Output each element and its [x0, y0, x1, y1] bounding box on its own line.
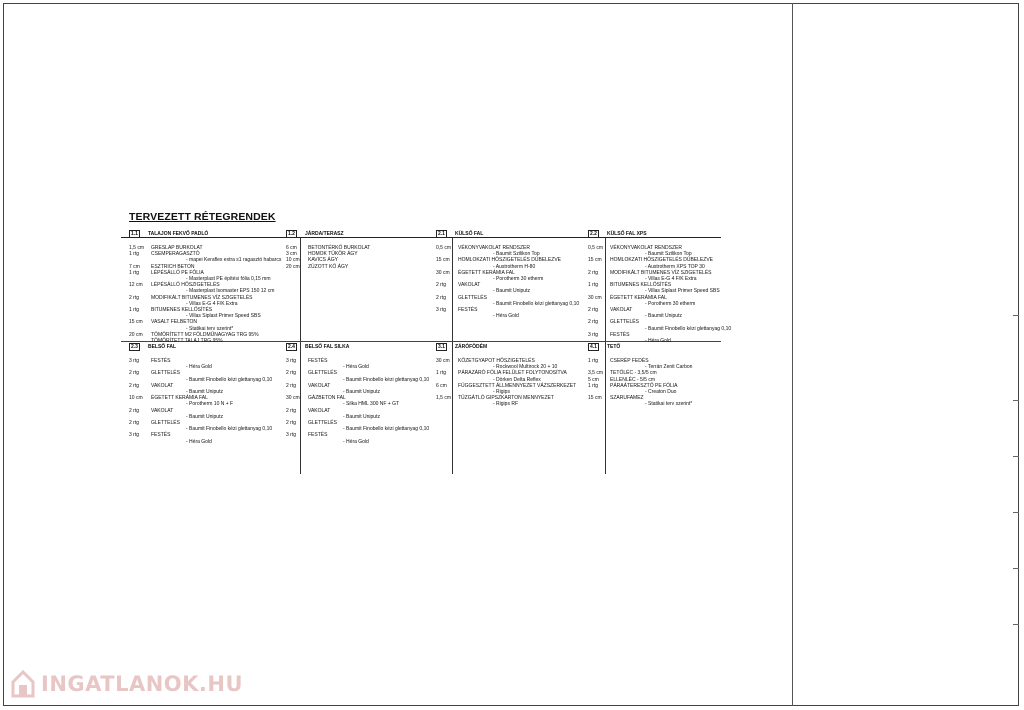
layer-thickness: 2 rtg — [436, 294, 447, 301]
layer-row — [129, 439, 279, 445]
section-zarofodem — [436, 342, 586, 408]
layer-thickness — [588, 401, 610, 407]
house-logo-icon — [11, 670, 35, 698]
layer-list — [286, 358, 436, 445]
layer-product: - Héra Gold — [343, 364, 369, 371]
layer-thickness: 1 rtg — [436, 370, 447, 377]
layer-name: VAKOLAT — [308, 382, 331, 389]
watermark-text: INGATLANOK.HU — [41, 672, 244, 696]
layer-name: FÜGGESZTETT ÁLLMENNYEZET VÁZSZERKEZET — [458, 382, 577, 389]
layer-name: MODIFIKÁLT BITUMENES VÍZ SZIGETELÉS — [151, 294, 253, 301]
layer-row — [588, 401, 738, 407]
layer-name: VAKOLAT — [610, 307, 633, 314]
layer-name: VAKOLAT — [308, 407, 331, 414]
section-code: 2.2 — [590, 231, 597, 237]
layer-name: FESTÉS — [458, 307, 478, 314]
layer-name: ZÚZOTT KŐ ÁGY — [308, 263, 349, 270]
section-teto — [588, 342, 738, 408]
layer-thickness: 1 rtg — [129, 251, 140, 258]
layer-product: - mapei Keraflex extra s1 ragasztó habarcs — [186, 257, 282, 264]
layer-name: KAVICS ÁGY — [308, 257, 338, 264]
margin-tick — [1013, 512, 1019, 513]
layer-name: PÁRAZÁRÓ FÓLIA FELÜLET FOLYTONOSÍTVA — [458, 370, 567, 377]
section-title: KÜLSŐ FAL — [454, 231, 484, 237]
layer-list — [129, 358, 279, 445]
layer-name: CSEMPERAGASZTÓ — [151, 251, 200, 258]
layer-list — [129, 245, 282, 345]
layer-thickness: 2 rtg — [588, 269, 599, 276]
layer-name: GLETTELÉS — [610, 319, 639, 326]
layer-product: - Villas Siplast Primer Speed SBS — [645, 288, 720, 295]
layer-product: - Creaton Duo — [645, 389, 677, 396]
layer-row — [436, 313, 586, 319]
layer-product: - Baumit Uniputz — [493, 288, 530, 295]
layer-product: - Austrotherm H-80 — [493, 263, 536, 270]
layer-thickness: 10 cm — [286, 257, 300, 264]
layer-name: BITUMENES KELLŐSÍTÉS — [610, 282, 672, 289]
layer-product: - Baumit Szilikon Top — [645, 251, 692, 258]
layer-name: LÉPÉSÁLLÓ PE FÓLIA — [151, 269, 204, 276]
layer-thickness: 6 cm — [436, 382, 447, 389]
layer-thickness: 30 cm — [436, 269, 450, 276]
layer-product: - Masterplast Isomaster EPS 150 12 cm — [186, 288, 275, 295]
layer-thickness: 1 rtg — [588, 382, 599, 389]
section-title: TETŐ — [606, 344, 621, 350]
layer-product: - Baumit Uniputz — [645, 313, 682, 320]
layer-list — [588, 245, 738, 344]
section-code: 3.1 — [438, 344, 445, 350]
layer-list — [436, 358, 586, 408]
section-code: 1.1 — [131, 231, 138, 237]
layer-thickness: 1 rtg — [129, 269, 140, 276]
layer-thickness: 3 rtg — [286, 358, 297, 364]
layer-thickness: 3 cm — [286, 251, 297, 258]
layer-thickness: 3 rtg — [129, 358, 140, 364]
layer-name: FESTÉS — [308, 432, 328, 439]
layer-name: GÁZBETON FAL — [308, 395, 346, 402]
section-belso-fal-silka — [286, 342, 436, 445]
layer-thickness — [129, 439, 151, 445]
layer-name: ÉGETETT KERÁMIA FAL — [458, 269, 515, 276]
layer-product: - Baumit Finobello kézi glettanyag 0,10 — [186, 426, 273, 433]
layer-name: ÉGETETT KERÁMIA FAL — [151, 395, 208, 402]
layer-name: FESTÉS — [610, 331, 630, 338]
margin-tick — [1013, 315, 1019, 316]
layer-name: VASALT FELBETON — [151, 319, 198, 326]
layer-product: - Rockwool Multirock 20 + 10 — [493, 364, 558, 371]
layer-thickness: 30 cm — [436, 358, 450, 364]
layer-product: - Héra Gold — [186, 364, 212, 371]
layer-product: - Porotherm 30 etherm — [493, 276, 544, 283]
layer-thickness — [436, 313, 458, 319]
layer-thickness: 2 rtg — [129, 407, 140, 414]
layer-name: FESTÉS — [151, 432, 171, 439]
layer-thickness: 15 cm — [588, 395, 602, 402]
layer-name: CSERÉP FEDÉS — [610, 358, 649, 364]
layer-product: - Rigips RF — [493, 401, 519, 408]
layer-name: ESZTRICH BETON — [151, 263, 195, 270]
section-title: ZÁRÓFÖDÉM — [454, 344, 488, 350]
layer-thickness: 0,5 cm — [588, 245, 604, 251]
section-belso-fal — [129, 342, 279, 445]
section-title: TALAJON FEKVŐ PADLÓ — [147, 231, 209, 237]
layer-name: GLETTELÉS — [151, 420, 180, 427]
layer-name: VAKOLAT — [151, 407, 174, 414]
layer-thickness: 1,5 cm — [129, 245, 145, 251]
layer-product: - Baumit Uniputz — [343, 389, 380, 396]
layer-product: - Terrán Zenit Carbon — [645, 364, 693, 371]
layer-name: GRESLAP BURKOLAT — [151, 245, 203, 251]
layer-name: BITUMENES KELLŐSÍTÉS — [151, 307, 213, 314]
section-kulso-fal-xps — [588, 229, 738, 344]
layer-thickness: 1 rtg — [588, 358, 599, 364]
layer-product: - Statikai terv szerint* — [645, 401, 693, 408]
layer-product: - Porotherm 30 etherm — [645, 300, 696, 307]
layer-product: - Baumit Uniputz — [343, 413, 380, 420]
section-code: 2.4 — [288, 344, 295, 350]
layer-product: - Rigips — [493, 389, 510, 396]
layer-name: MODIFIKÁLT BITUMENES VÍZ SZIGETELÉS — [610, 269, 712, 276]
layer-name: TŰZGÁTLÓ GIPSZKARTON MENNYEZET — [458, 395, 554, 402]
layer-name: GLETTELÉS — [308, 420, 337, 427]
section-title: BELSŐ FAL SILKA — [304, 344, 350, 350]
layer-product: - Villas E-G 4 F/K Extra — [645, 276, 697, 283]
layer-row — [286, 439, 436, 445]
layer-product: - Villas Siplast Primer Speed SBS — [186, 313, 261, 320]
layer-name: SZARUFAMEZ — [610, 395, 644, 402]
section-code: 4.1 — [590, 344, 597, 350]
title-block-divider — [792, 3, 793, 706]
layer-name: HOMLOKZATI HŐSZIGETELÉS DÜBELEZVE — [458, 257, 561, 264]
layer-name: TÖMÖRÍTETT TALAJ TRG 95% — [151, 338, 223, 345]
section-title: JÁRDA/TERASZ — [304, 231, 344, 237]
layer-product: - Héra Gold — [343, 438, 369, 445]
layer-thickness: 15 cm — [436, 257, 450, 264]
layer-product: - Villas E-G 4 F/K Extra — [186, 300, 238, 307]
layer-name: VÉKONYVAKOLAT RENDSZER — [610, 245, 682, 251]
layer-thickness: 0,5 cm — [436, 245, 452, 251]
layer-product: - Statikai terv szerint* — [186, 325, 234, 332]
layer-list — [436, 245, 586, 319]
margin-tick — [1013, 400, 1019, 401]
layer-name: LÉPÉSÁLLÓ HŐSZIGETELÉS — [151, 282, 220, 289]
layer-thickness: 1 rtg — [129, 307, 140, 314]
layer-product: - Baumit Finobello kézi glettanyag 0,10 — [343, 376, 430, 383]
layer-name: ELLENLÉC - 5/5 cm — [610, 376, 656, 383]
section-code: 2.1 — [438, 231, 445, 237]
layer-product: - Baumit Uniputz — [186, 389, 223, 396]
layer-thickness: 2 rtg — [588, 319, 599, 326]
layer-product: - Héra Gold — [645, 338, 671, 345]
layer-thickness — [436, 401, 458, 407]
layer-product: - Silka HML 300 NF + GT — [343, 401, 400, 408]
layer-thickness: 20 cm — [129, 331, 143, 338]
layer-product: - Baumit Szilikon Top — [493, 251, 540, 258]
layer-thickness: 2 rtg — [286, 370, 297, 377]
layer-thickness: 2 rtg — [588, 307, 599, 314]
layer-product: - Masterplast PE építési fólia 0,15 mm — [186, 276, 271, 283]
layer-thickness: 2 rtg — [436, 282, 447, 289]
layer-thickness: 2 rtg — [286, 382, 297, 389]
layer-product: - Baumit Finobello kézi glettanyag 0,10 — [343, 426, 430, 433]
layer-name: PÁRAÁTERESZTŐ PE FÓLIA — [610, 382, 678, 389]
layer-name: FESTÉS — [308, 358, 328, 364]
layer-thickness: 6 cm — [286, 245, 297, 251]
layer-thickness: 2 rtg — [129, 294, 140, 301]
section-code: 1.2 — [288, 231, 295, 237]
layer-name: TÖMÖRÍTETT M2 FÖLDMŰNAGYAG TRG 95% — [151, 331, 259, 338]
layer-name: VAKOLAT — [458, 282, 481, 289]
layer-name: FESTÉS — [151, 358, 171, 364]
layer-thickness: 3 rtg — [436, 307, 447, 314]
layer-product: - Dörken Delta Reflex — [493, 376, 541, 383]
layer-name: HOMOK TÜKÖR ÁGY — [308, 251, 358, 258]
layer-thickness — [286, 439, 308, 445]
layer-thickness: 2 rtg — [129, 370, 140, 377]
layer-row — [286, 264, 436, 270]
layer-product: - Baumit Finobello kézi glettanyag 0,10 — [645, 325, 732, 332]
section-title: BELSŐ FAL — [147, 344, 177, 350]
layer-thickness: 12 cm — [129, 282, 143, 289]
layer-thickness: 3 rtg — [129, 432, 140, 439]
layer-thickness: 1,5 cm — [436, 395, 452, 402]
layer-thickness: 2 rtg — [129, 382, 140, 389]
layer-name: GLETTELÉS — [308, 370, 337, 377]
layer-product: - Héra Gold — [493, 313, 519, 320]
section-talajon-fekvo-padlo — [129, 229, 282, 345]
layer-name: GLETTELÉS — [151, 370, 180, 377]
layer-list — [286, 245, 436, 270]
layer-product: - Porotherm 10 N + F — [186, 401, 234, 408]
layer-thickness: 5 cm — [588, 376, 599, 383]
layer-thickness: 2 rtg — [286, 407, 297, 414]
layer-thickness: 3,5 cm — [588, 370, 604, 377]
layer-name: BETONTÉRKŐ BURKOLAT — [308, 245, 371, 251]
layer-name: VAKOLAT — [151, 382, 174, 389]
watermark-logo — [11, 670, 243, 698]
page-title: TERVEZETT RÉTEGRENDEK — [129, 211, 276, 223]
layer-name: VÉKONYVAKOLAT RENDSZER — [458, 245, 530, 251]
section-jarda-terasz — [286, 229, 436, 270]
layer-row — [436, 401, 586, 407]
layer-name: KŐZETGYAPOT HŐSZIGETELÉS — [458, 358, 535, 364]
layer-thickness: 10 cm — [129, 395, 143, 402]
section-title: KÜLSŐ FAL XPS — [606, 231, 647, 237]
layer-list — [588, 358, 738, 408]
layer-thickness: 2 rtg — [129, 420, 140, 427]
layer-product: - Baumit Finobello kézi glettanyag 0,10 — [493, 300, 580, 307]
layer-name: HOMLOKZATI HŐSZIGETELÉS DÜBELEZVE — [610, 257, 713, 264]
layer-product: - Héra Gold — [186, 438, 212, 445]
section-kulso-fal — [436, 229, 586, 319]
layer-thickness: 20 cm — [286, 263, 300, 270]
layer-thickness: 3 rtg — [588, 331, 599, 338]
layer-thickness: 15 cm — [129, 319, 143, 326]
layer-name: TETŐLÉC - 3,5/5 cm — [610, 370, 657, 377]
layer-product: - Baumit Finobello kézi glettanyag 0,10 — [186, 376, 273, 383]
layer-product: - Baumit Uniputz — [186, 413, 223, 420]
margin-tick — [1013, 568, 1019, 569]
layer-thickness: 7 cm — [129, 263, 140, 270]
layer-thickness: 3 rtg — [286, 432, 297, 439]
layer-product: - Austrotherm XPS TOP 30 — [645, 263, 705, 270]
layer-thickness: 15 cm — [588, 257, 602, 264]
margin-tick — [1013, 456, 1019, 457]
layer-thickness: 1 rtg — [588, 282, 599, 289]
section-code: 2.3 — [131, 344, 138, 350]
layer-thickness: 30 cm — [588, 294, 602, 301]
layer-thickness: 2 rtg — [286, 420, 297, 427]
margin-tick — [1013, 624, 1019, 625]
layer-name: ÉGETETT KERÁMIA FAL — [610, 294, 667, 301]
layer-name: GLETTELÉS — [458, 294, 487, 301]
layer-thickness: 30 cm — [286, 395, 300, 402]
